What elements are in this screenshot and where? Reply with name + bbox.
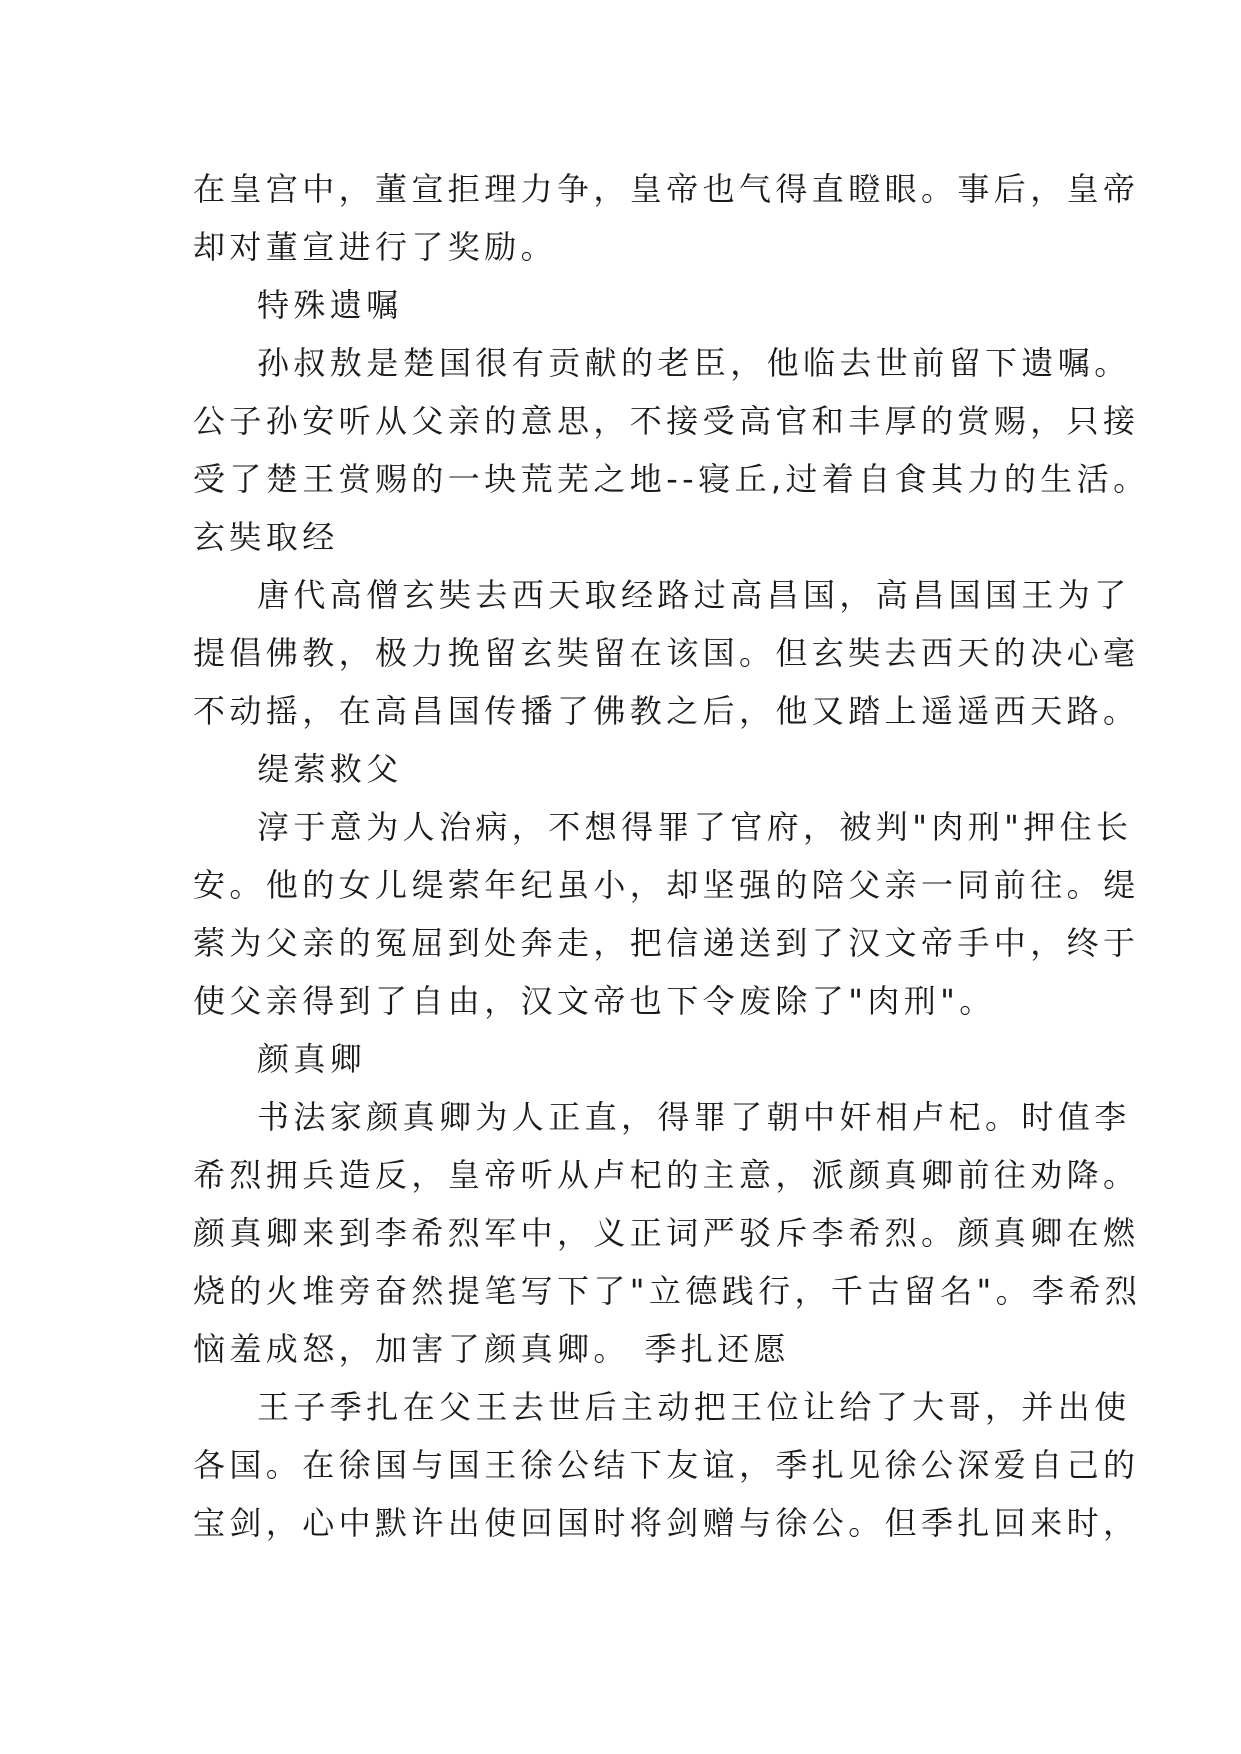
text-line: 希烈拥兵造反，皇帝听从卢杞的主意，派颜真卿前往劝降。 [193,1156,1140,1194]
text-line: 安。他的女儿缇萦年纪虽小，却坚强的陪父亲一同前往。缇 [193,866,1140,904]
text-line: 书法家颜真卿为人正直，得罪了朝中奸相卢杞。时值李 [257,1098,1131,1136]
text-line: 王子季扎在父王去世后主动把王位让给了大哥，并出使 [257,1388,1131,1426]
text-line: 使父亲得到了自由，汉文帝也下令废除了"肉刑"。 [193,982,996,1020]
text-line: 宝剑，心中默许出使回国时将剑赠与徐公。但季扎回来时， [193,1504,1140,1542]
section-heading: 颜真卿 [257,1040,367,1078]
text-line: 唐代高僧玄奘去西天取经路过高昌国，高昌国国王为了 [257,576,1131,614]
text-line: 却对董宣进行了奖励。 [193,228,558,266]
text-line: 孙叔敖是楚国很有贡献的老臣，他临去世前留下遗嘱。 [257,344,1131,382]
text-line: 烧的火堆旁奋然提笔写下了"立德践行，千古留名"。李希烈 [193,1272,1142,1310]
text-line: 提倡佛教，极力挽留玄奘留在该国。但玄奘去西天的决心毫 [193,634,1140,672]
section-heading: 玄奘取经 [193,518,339,556]
text-line: 不动摇，在高昌国传播了佛教之后，他又踏上遥遥西天路。 [193,692,1140,730]
text-line: 受了楚王赏赐的一块荒芜之地--寝丘,过着自食其力的生活。 [193,460,1150,498]
text-line: 恼羞成怒，加害了颜真卿。 季扎还愿 [193,1330,790,1368]
document-body [193,160,1150,1552]
text-line: 公子孙安听从父亲的意思，不接受高官和丰厚的赏赐，只接 [193,402,1140,440]
section-heading: 特殊遗嘱 [257,286,403,324]
section-heading: 缇萦救父 [257,750,403,788]
text-line: 萦为父亲的冤屈到处奔走，把信递送到了汉文帝手中，终于 [193,924,1140,962]
text-line: 淳于意为人治病，不想得罪了官府，被判"肉刑"押住长 [257,808,1133,846]
text-line: 颜真卿来到李希烈军中，义正词严驳斥李希烈。颜真卿在燃 [193,1214,1140,1252]
text-line: 各国。在徐国与国王徐公结下友谊，季扎见徐公深爱自己的 [193,1446,1140,1484]
text-line: 在皇宫中，董宣拒理力争，皇帝也气得直瞪眼。事后，皇帝 [193,170,1140,208]
